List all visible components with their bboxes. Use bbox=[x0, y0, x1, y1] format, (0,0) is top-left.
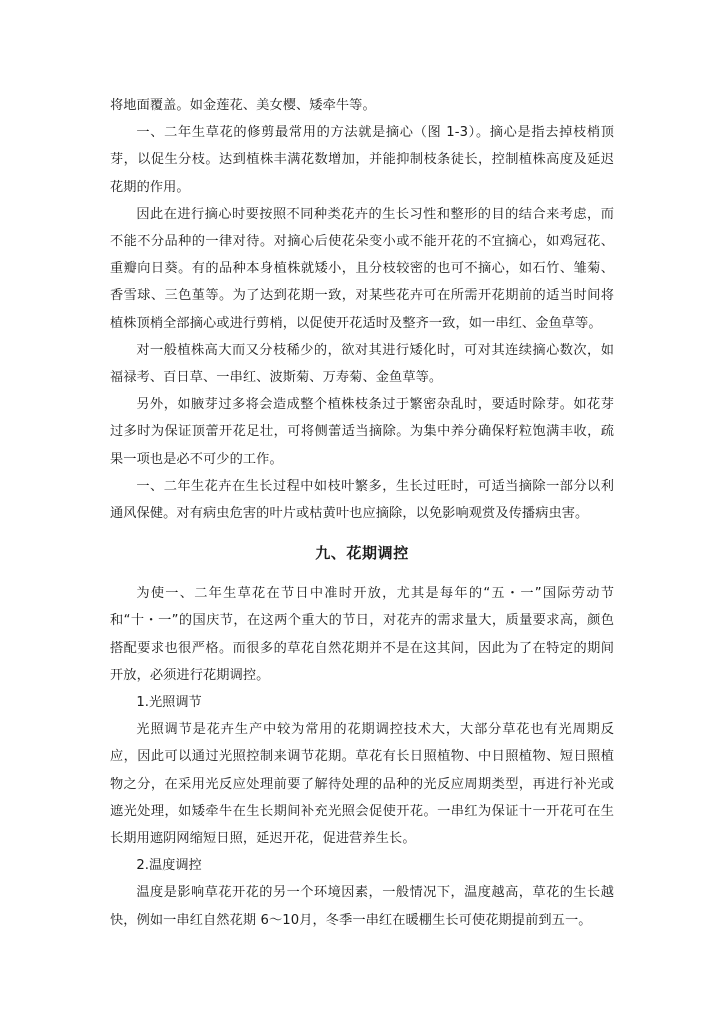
section-title: 九、花期调控 bbox=[315, 544, 409, 563]
paragraph-light-regulation: 光照调节是花卉生产中较为常用的花期调控技术大，大部分草花也有光周期反应，因此可以通过光照控制来调节花期。草花有长日照植物、中日照植物、短日照植物之分，在采用光反应处理前要了解待处理的品种的光反应周期类型，再进行补光或遮光处理，如矮牵牛在生长期间补充光照会促使开花。一串红为保证十一开花可在生长期用遮阴网缩短日照，延迟开花，促进营养生长。 bbox=[110, 722, 614, 847]
paragraph-flowering-control-intro: 为使一、二年生草花在节日中准时开放，尤其是每年的“五・一”国际劳动节和“十・一”的国庆节，在这两个重大的节日，对花卉的需求量大，质量要求高，颜色搭配要求也很严格。而很多的草花自然花期并不是在这其间，因此为了在特定的期间开放，必须进行花期调控。 bbox=[110, 586, 614, 683]
subsection-title-light: 1.光照调节 bbox=[136, 695, 202, 711]
paragraph-leaf-removal: 一、二年生花卉在生长过程中如枝叶繁多，生长过旺时，可适当摘除一部分以利通风保健。对有病虫危害的叶片或枯黄叶也应摘除，以免影响观赏及传播病虫害。 bbox=[110, 478, 614, 522]
document-page bbox=[110, 92, 614, 934]
paragraph-continuation: 将地面覆盖。如金莲花、美女樱、矮牵牛等。 bbox=[110, 98, 376, 113]
paragraph-temperature-regulation: 温度是影响草花开花的另一个环境因素，一般情况下，温度越高，草花的生长越快，例如一串红自然花期 6～10月，冬季一串红在暖棚生长可使花期提前到五一。 bbox=[110, 885, 614, 928]
paragraph-dwarfing: 对一般植株高大而又分枝稀少的，欲对其进行矮化时，可对其连续摘心数次，如福禄考、百日草、一串红、波斯菊、万寿菊、金鱼草等。 bbox=[110, 342, 614, 386]
subsection-title-temperature: 2.温度调控 bbox=[136, 858, 202, 874]
paragraph-bud-removal: 另外，如腋芽过多将会造成整个植株枝条过于繁密杂乱时，要适时除芽。如花芽过多时为保证顶蕾开花足壮，可将侧蕾适当摘除。为集中养分确保籽粒饱满丰收，疏果一项也是必不可少的工作。 bbox=[110, 397, 614, 467]
paragraph-pinching-method: 一、二年生草花的修剪最常用的方法就是摘心（图 1-3）。摘心是指去掉枝梢顶芽，以促生分枝。达到植株丰满花数增加，并能抑制枝条徒长，控制植株高度及延迟花期的作用。 bbox=[110, 125, 614, 195]
paragraph-pinching-varieties: 因此在进行摘心时要按照不同种类花卉的生长习性和整形的目的结合来考虑，而不能不分品种的一律对待。对摘心后使花朵变小或不能开花的不宜摘心，如鸡冠花、重瓣向日葵。有的品种本身植株就矮小，且分枝较密的也可不摘心，如石竹、雏菊、香雪球、三色堇等。为了达到花期一致，对某些花卉可在所需开花期前的适当时间将植株顶梢全部摘心或进行剪梢，以促使开花适时及整齐一致，如一串红、金鱼草等。 bbox=[110, 206, 614, 331]
